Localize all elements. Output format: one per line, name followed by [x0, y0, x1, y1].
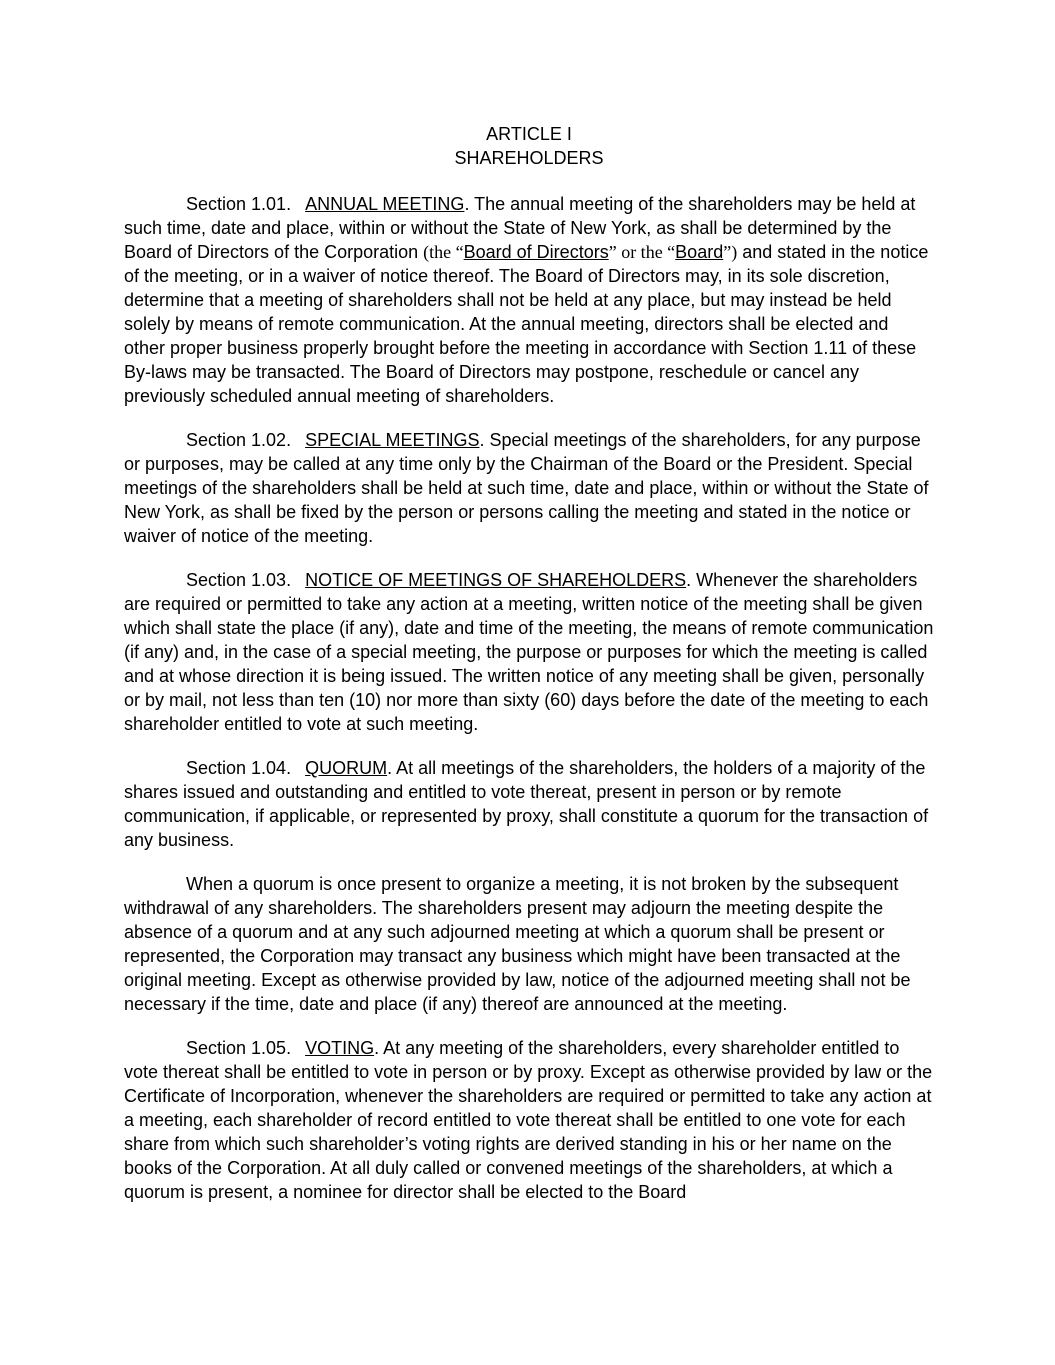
article-title: SHAREHOLDERS [454, 148, 604, 168]
definition-board: Board [675, 242, 724, 262]
definition-mid-quote: ” or the “ [608, 242, 676, 262]
section-1-05-title: VOTING [305, 1038, 375, 1058]
section-1-03-number: Section 1.03. [186, 570, 292, 590]
section-1-01-number: Section 1.01. [186, 194, 292, 214]
section-1-02-number: Section 1.02. [186, 430, 292, 450]
section-1-05 [124, 1036, 934, 1204]
section-1-01-title: ANNUAL MEETING [305, 194, 465, 214]
section-1-03-text: . Whenever the shareholders are required or permitted to take any action at a meeting, written notice of the meeting shall be given which shall state the place (if any), date and time of the meeting, the means of remote communication (if any) and, in the case of a special meeting, the purpose or purposes for which the meeting is called and at whose direction it is being issued. The written notice of any meeting shall be given, personally or by mail, not less than ten (10) nor more than sixty (60) days before the date of the meeting to each shareholder entitled to vote at such meeting. [124, 570, 934, 734]
section-1-05-text: . At any meeting of the shareholders, every shareholder entitled to vote thereat shall be entitled to vote in person or by proxy. Except as otherwise provided by law or the Certificate of Incorporation, whenever the shareholders are required or permitted to take any action at a meeting, each shareholder of record entitled to vote thereat shall be entitled to one vote for each share from which such shareholder’s voting rights are derived standing in his or her name on the books of the Corporation. At all duly called or convened meetings of the shareholders, at which a quorum is present, a nominee for director shall be elected to the Board [124, 1038, 933, 1202]
section-1-04-paragraph-2: When a quorum is once present to organize a meeting, it is not broken by the subsequent withdrawal of any shareholders. The shareholders present may adjourn the meeting despite the absence of a quorum and at any such adjourned meeting at which a quorum shall be present or represented, the Corporation may transact any business which might have been transacted at the original meeting. Except as otherwise provided by law, notice of the adjourned meeting shall not be necessary if the time, date and place (if any) thereof are announced at the meeting. [124, 874, 911, 1014]
section-1-03 [124, 568, 934, 736]
section-1-02-title: SPECIAL MEETINGS [305, 430, 480, 450]
section-1-02-text: . Special meetings of the shareholders, for any purpose or purposes, may be called at any time only by the Chairman of the Board or the President. Special meetings of the shareholders shall be held at such time, date and place, within or without the State of New York, as shall be fixed by the person or persons calling the meeting and stated in the notice or waiver of notice of the meeting. [124, 430, 929, 546]
document-page [124, 122, 934, 1224]
article-heading [124, 122, 934, 170]
section-1-02 [124, 428, 934, 548]
section-1-05-number: Section 1.05. [186, 1038, 292, 1058]
definition-open-quote: (the “ [423, 242, 464, 262]
section-1-01 [124, 192, 934, 408]
section-1-01-text-cont: and stated in the notice of the meeting, or in a waiver of notice thereof. The Board of Directors may, in its sole discretion, determine that a meeting of shareholders shall not be held at any place, but may instead be held solely by means of remote communication. At the annual meeting, directors shall be elected and other proper business properly brought before the meeting in accordance with Section 1.11 of these By-laws may be transacted. The Board of Directors may postpone, reschedule or cancel any previously scheduled annual meeting of shareholders. [124, 242, 929, 406]
definition-close-quote: ”) [723, 242, 738, 262]
article-number: ARTICLE I [486, 124, 572, 144]
section-1-04-title: QUORUM [305, 758, 388, 778]
section-1-01-text: . The annual meeting of the shareholders may be held at such time, date and place, within or without the State of New York, as shall be determined by the Board of Directors of the Corporation [124, 194, 916, 262]
section-1-03-title: NOTICE OF MEETINGS OF SHAREHOLDERS [305, 570, 687, 590]
section-1-04 [124, 756, 934, 852]
definition-board-of-directors: Board of Directors [463, 242, 609, 262]
section-1-04-text: . At all meetings of the shareholders, the holders of a majority of the shares issued and outstanding and entitled to vote thereat, present in person or by remote communication, if applicable, or represented by proxy, shall constitute a quorum for the transaction of any business. [124, 758, 929, 850]
section-1-04-number: Section 1.04. [186, 758, 292, 778]
